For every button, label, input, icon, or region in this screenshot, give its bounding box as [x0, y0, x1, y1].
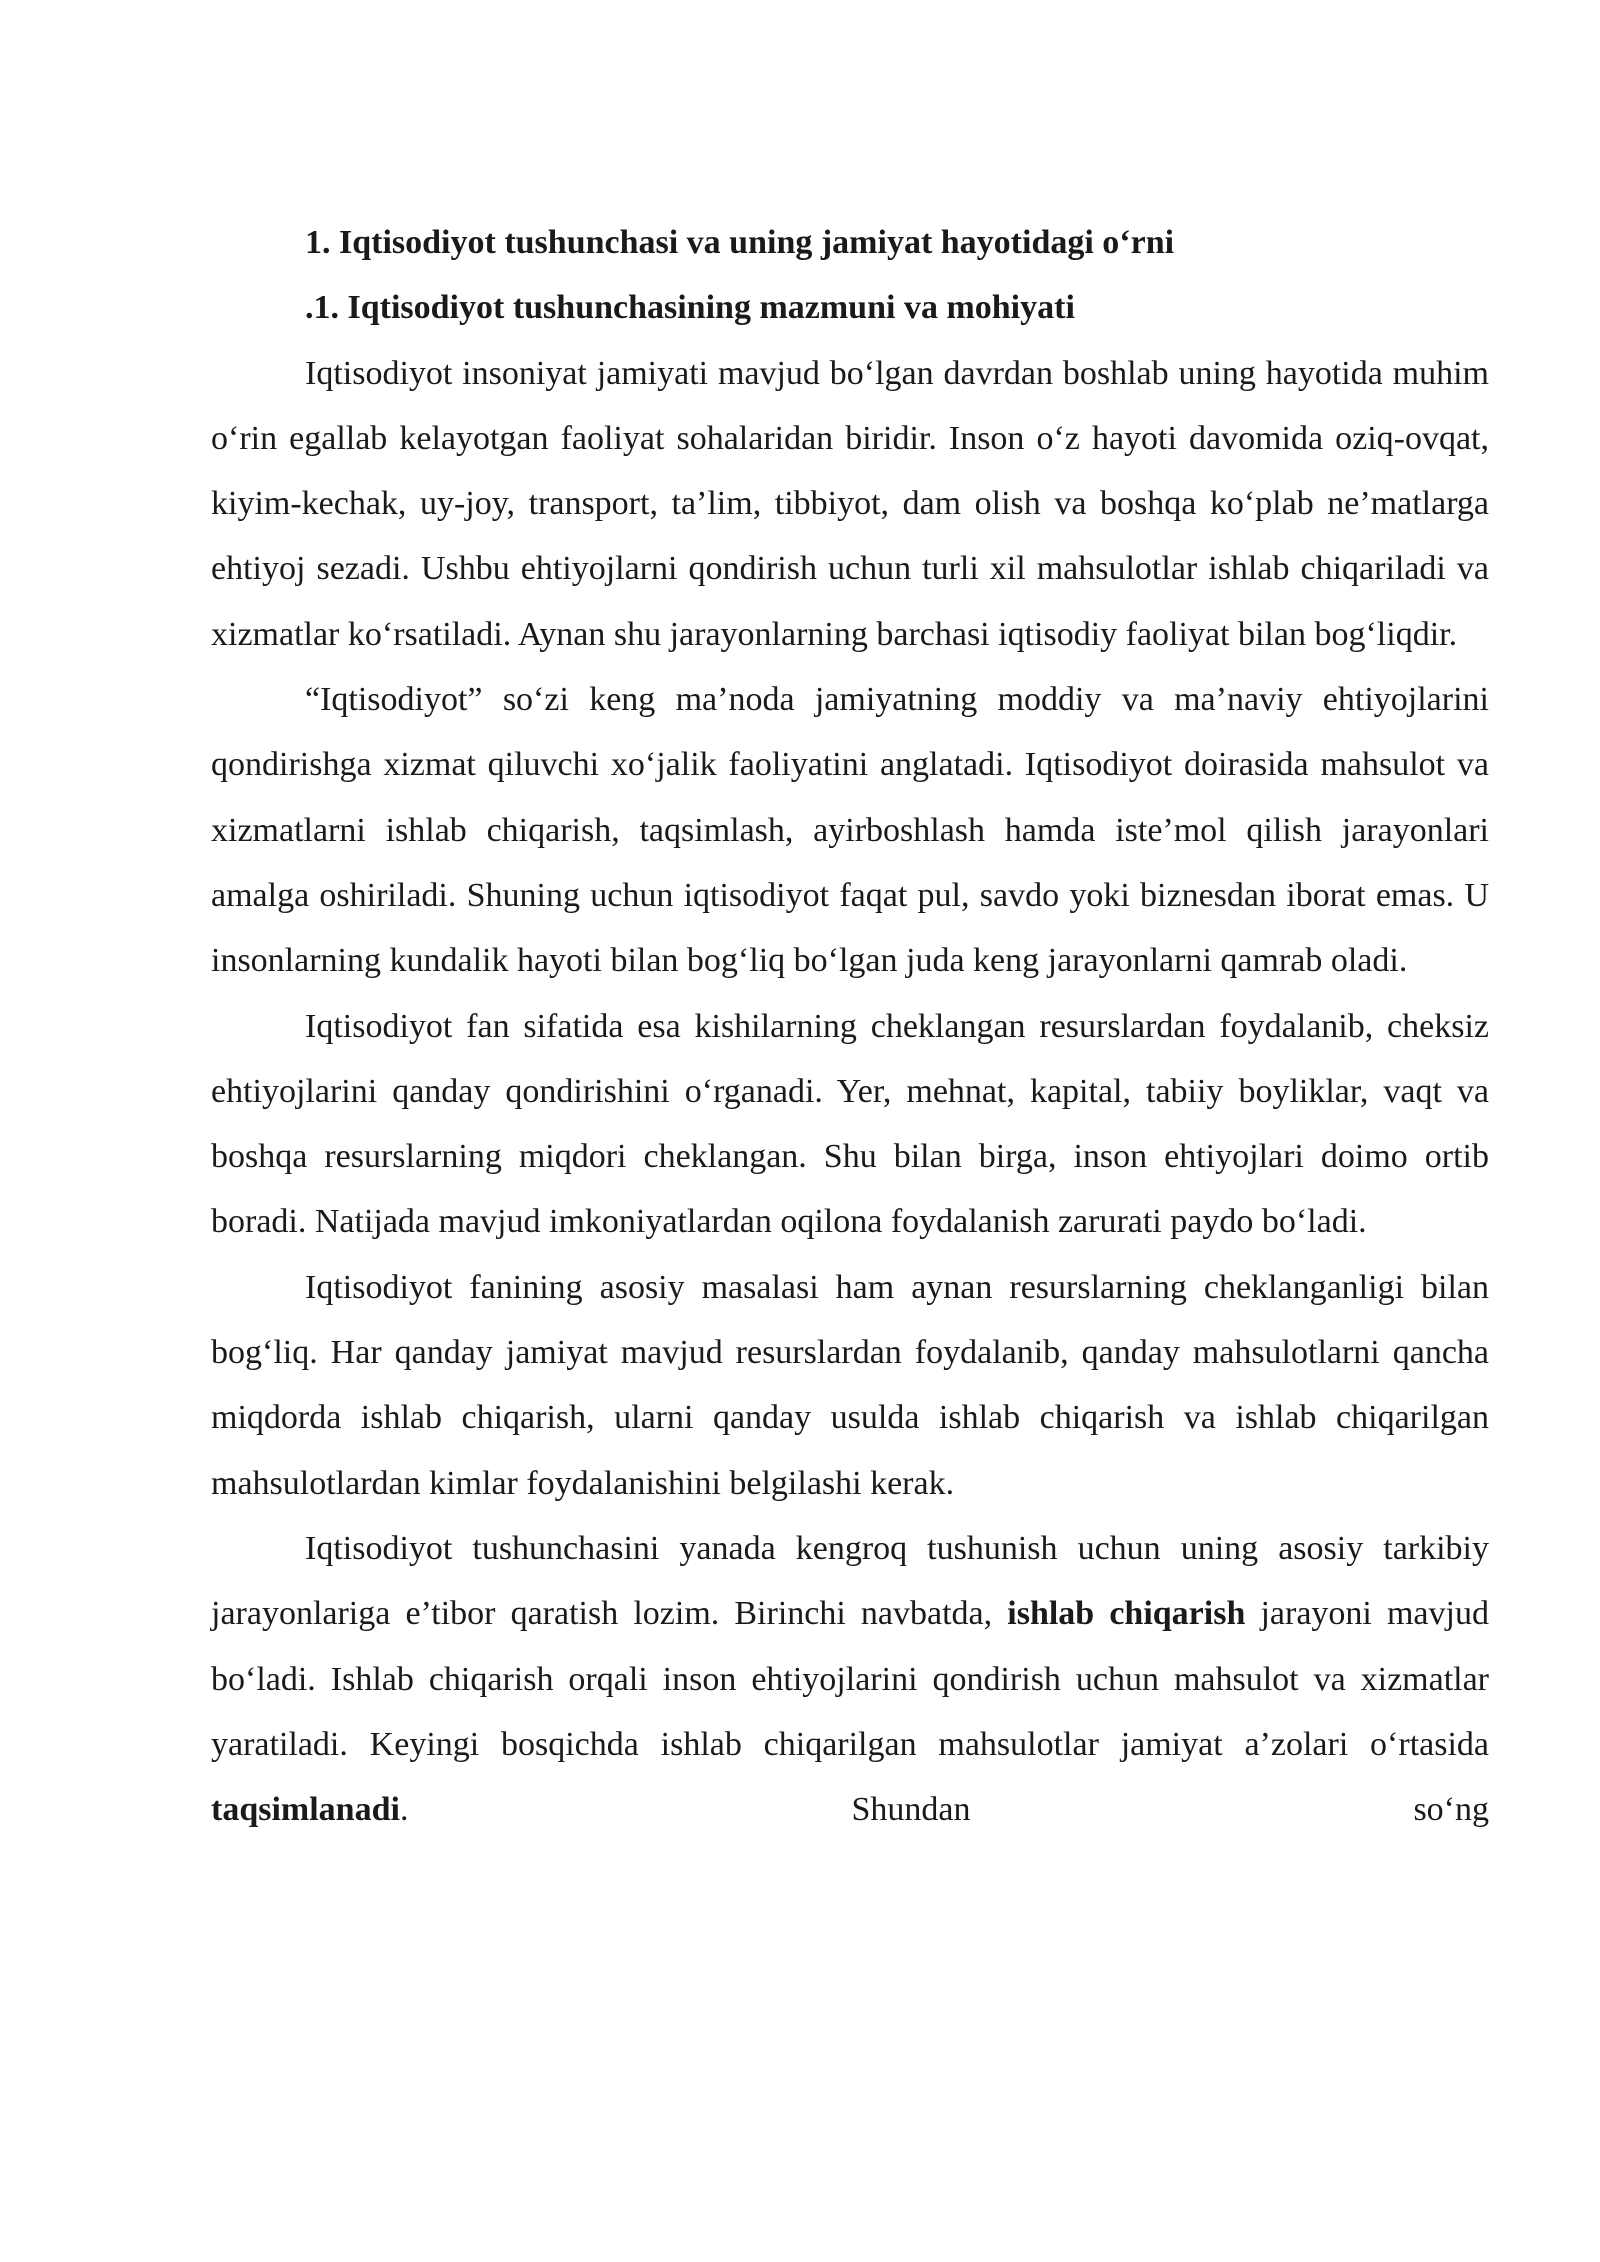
term-taqsimlanadi: taqsimlanadi [211, 1791, 400, 1829]
paragraph-2: “Iqtisodiyot” so‘zi keng ma’noda jamiyatning moddiy va ma’naviy ehtiyojlarini qondirishga xizmat qiluvchi xo‘jalik faoliyatini anglatadi. Iqtisodiyot doirasida mahsulot va xizmatlarni ishlab chiqarish, taqsimlash, ayirboshlash hamda iste’mol qilish jarayonlari amalga oshiriladi. Shuning uchun iqtisodiyot faqat pul, savdo yoki biznesdan iborat emas. U insonlarning kundalik hayoti bilan bog‘liq bo‘lgan juda keng jarayonlarni qamrab oladi. [211, 681, 1489, 980]
paragraph-5-text-3: . Shundan so‘ng [399, 1791, 1489, 1829]
paragraph-3: Iqtisodiyot fan sifatida esa kishilarning cheklangan resurslardan foydalanib, cheksiz ehtiyojlarini qanday qondirishini o‘rganadi. Yer, mehnat, kapital, tabiiy boyliklar, vaqt va boshqa resurslarning miqdori cheklangan. Shu bilan birga, inson ehtiyojlari doimo ortib boradi. Natijada mavjud imkoniyatlardan oqilona foydalanish zarurati paydo bo‘ladi. [211, 1007, 1489, 1241]
paragraph-5 [211, 1516, 1489, 1842]
paragraph-5-text-2: jarayoni mavjud bo‘ladi. Ishlab chiqarish orqali inson ehtiyojlarini qondirish uchun mahsulot va xizmatlar yaratiladi. Keyingi bosqichda ishlab chiqarilgan mahsulotlar jamiyat a’zolari o‘rtasida [211, 1595, 1489, 1763]
subsection-heading: .1. Iqtisodiyot tushunchasining mazmuni va mohiyati [305, 289, 1075, 327]
paragraph-4: Iqtisodiyot fanining asosiy masalasi ham aynan resurslarning cheklanganligi bilan bog‘liq. Har qanday jamiyat mavjud resurslardan foydalanib, qanday mahsulotlarni qancha miqdorda ishlab chiqarish, ularni qanday usulda ishlab chiqarish va ishlab chiqarilgan mahsulotlardan kimlar foydalanishini belgilashi kerak. [211, 1268, 1489, 1502]
document-page [211, 210, 1489, 1842]
paragraph-5-text-1: Iqtisodiyot tushunchasini yanada kengroq tushunish uchun uning asosiy tarkibiy jarayonlariga e’tibor qaratish lozim. Birinchi navbatda, [211, 1529, 1489, 1633]
paragraph-1: Iqtisodiyot insoniyat jamiyati mavjud bo‘lgan davrdan boshlab uning hayotida muhim o‘rin egallab kelayotgan faoliyat sohalaridan biridir. Inson o‘z hayoti davomida oziq-ovqat, kiyim-kechak, uy-joy, transport, ta’lim, tibbiyot, dam olish va boshqa ko‘plab ne’matlarga ehtiyoj sezadi. Ushbu ehtiyojlarni qondirish uchun turli xil mahsulotlar ishlab chiqariladi va xizmatlar ko‘rsatiladi. Aynan shu jarayonlarning barchasi iqtisodiy faoliyat bilan bog‘liqdir. [211, 354, 1489, 653]
term-ishlab-chiqarish: ishlab chiqarish [1007, 1595, 1246, 1633]
section-heading: 1. Iqtisodiyot tushunchasi va uning jamiyat hayotidagi o‘rni [305, 224, 1175, 261]
